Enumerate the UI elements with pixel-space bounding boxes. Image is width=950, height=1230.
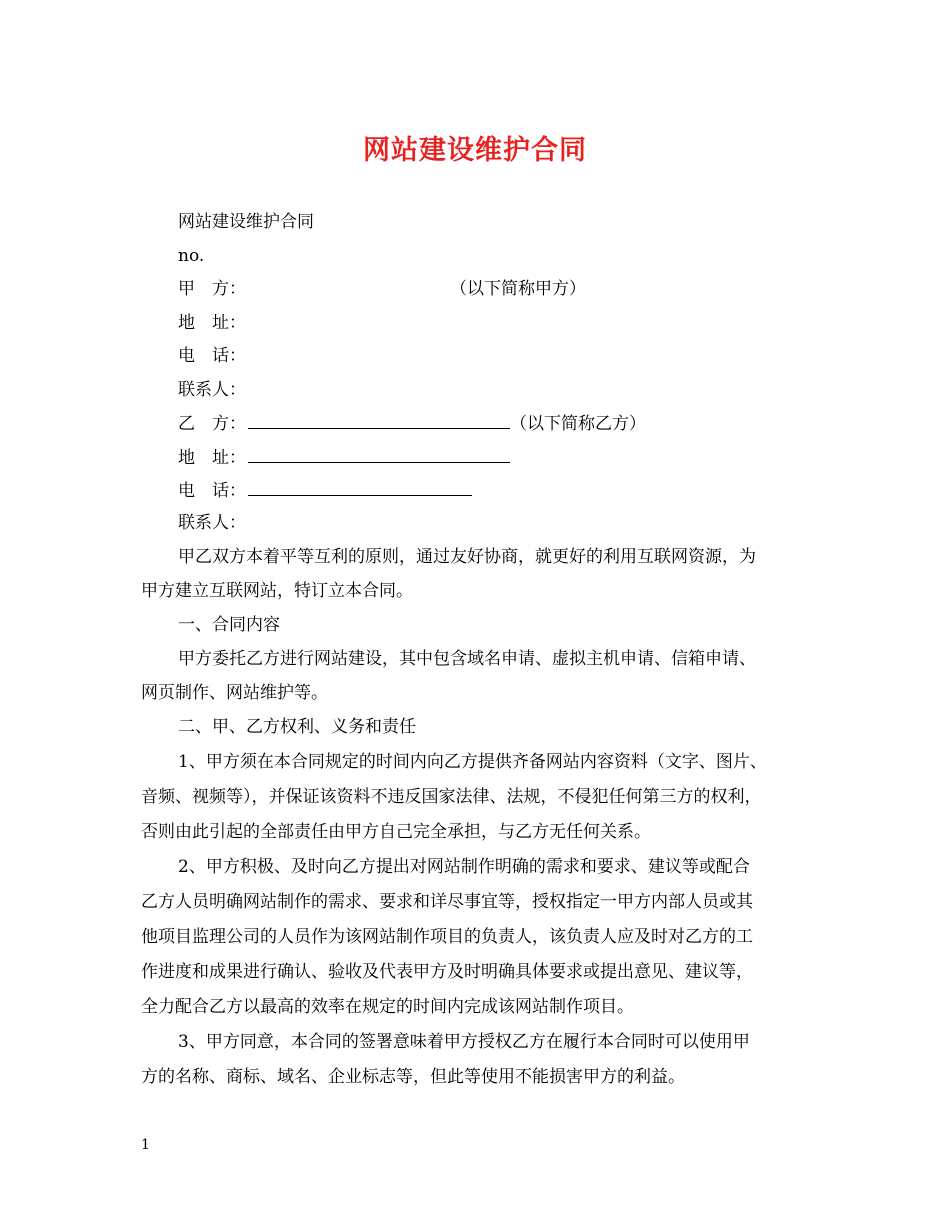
party-b-name-underline — [248, 412, 510, 429]
page-number: 1 — [141, 1137, 150, 1153]
party-b-phone-line — [178, 479, 472, 502]
party-b-line — [178, 412, 646, 435]
party-b-address-underline — [248, 446, 510, 463]
party-a-line — [178, 278, 586, 300]
party-b-contact: 联系人： — [178, 513, 246, 533]
item-2-line-3: 他项目监理公司的人员作为该网站制作项目的负责人，该负责人应及时对乙方的工 — [141, 927, 753, 947]
party-b-label: 乙 方： — [178, 414, 246, 434]
party-b-suffix: （以下简称乙方） — [510, 414, 646, 434]
item-1-line-2: 音频、视频等），并保证该资料不违反国家法律、法规，不侵犯任何第三方的权利， — [141, 787, 762, 807]
party-b-phone-underline — [248, 479, 472, 496]
document-title: 网站建设维护合同 — [363, 135, 587, 166]
section-1-line-2: 网页制作、网站维护等。 — [141, 683, 328, 703]
item-3-line-1: 3、甲方同意，本合同的签署意味着甲方授权乙方在履行本合同时可以使用甲 — [178, 1032, 750, 1052]
item-3-line-2: 方的名称、商标、域名、企业标志等，但此等使用不能损害甲方的利益。 — [141, 1067, 685, 1087]
item-2-line-1: 2、甲方积极、及时向乙方提出对网站制作明确的需求和要求、建议等或配合 — [178, 857, 750, 877]
intro-paragraph-line-2: 甲方建立互联网站，特订立本合同。 — [141, 581, 413, 601]
section-2-heading: 二、甲、乙方权利、义务和责任 — [178, 717, 416, 737]
party-a-contact: 联系人： — [178, 380, 246, 400]
item-2-line-2: 乙方人员明确网站制作的需求、要求和详尽事宜等，授权指定一甲方内部人员或其 — [141, 892, 753, 912]
contract-number: no. — [178, 246, 205, 266]
item-2-line-4: 作进度和成果进行确认、验收及代表甲方及时明确具体要求或提出意见、建议等， — [141, 962, 753, 982]
section-1-heading: 一、合同内容 — [178, 615, 280, 635]
section-1-line-1: 甲方委托乙方进行网站建设，其中包含域名申请、虚拟主机申请、信箱申请、 — [178, 649, 756, 669]
doc-name-line: 网站建设维护合同 — [178, 212, 314, 232]
item-2-line-5: 全力配合乙方以最高的效率在规定的时间内完成该网站制作项目。 — [141, 997, 634, 1017]
party-b-address-line — [178, 446, 510, 469]
party-b-phone-label: 电 话： — [178, 481, 246, 501]
party-a-phone: 电 话： — [178, 346, 246, 366]
intro-paragraph-line-1: 甲乙双方本着平等互利的原则，通过友好协商，就更好的利用互联网资源，为 — [178, 547, 756, 567]
item-1-line-1: 1、甲方须在本合同规定的时间内向乙方提供齐备网站内容资料（文字、图片、 — [178, 752, 767, 772]
party-a-address: 地 址： — [178, 313, 246, 333]
party-a-label: 甲 方： — [178, 279, 246, 299]
item-1-line-3: 否则由此引起的全部责任由甲方自己完全承担，与乙方无任何关系。 — [141, 822, 651, 842]
party-a-suffix: （以下简称甲方） — [450, 279, 586, 299]
party-b-address-label: 地 址： — [178, 448, 246, 468]
